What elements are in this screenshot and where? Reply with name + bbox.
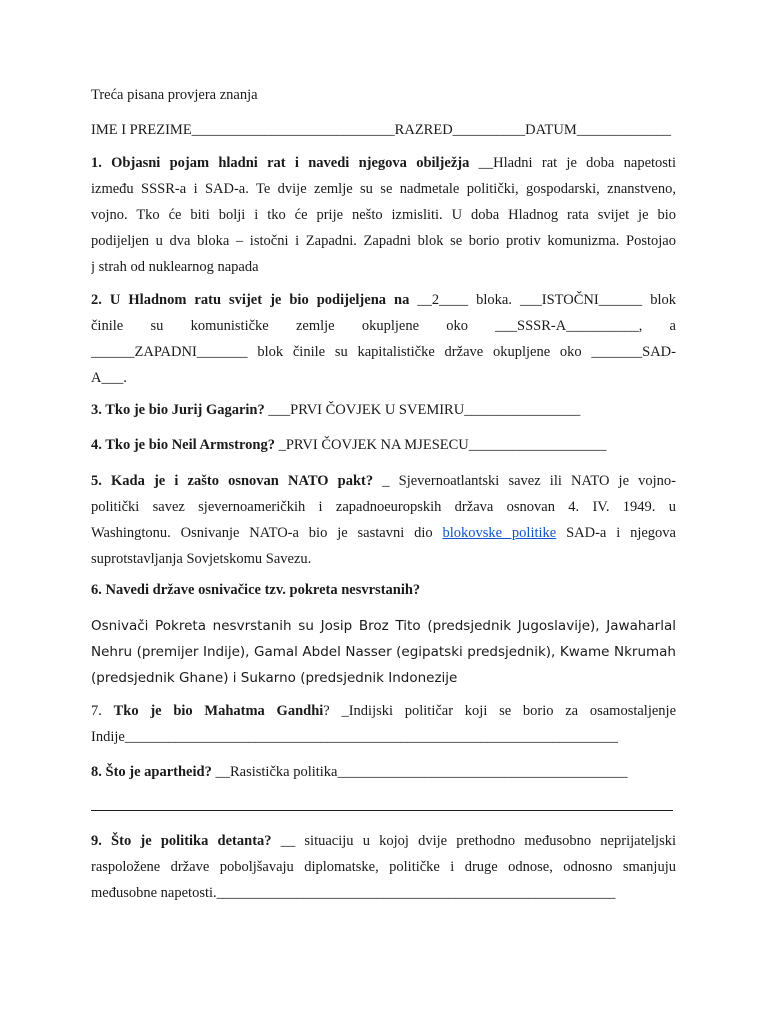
question-5-line-1 (91, 468, 676, 494)
blokovske-politike-link[interactable]: blokovske politike (442, 525, 557, 541)
question-6-text: 6. Navedi države osnivačice tzv. pokreta nesvrstanih? (91, 582, 421, 598)
answer-2-line-2: činile su komunističke zemlje okupljene oko ___SSSR-A__________, a (91, 318, 676, 334)
answer-1-start: __Hladni rat je doba napetosti (469, 155, 676, 171)
answer-5-line-3-pre: Washingtonu. Osnivanje NATO-a bio je sastavni dio (91, 525, 443, 541)
answer-7-line-2: Indije____________________________________________________________________ (91, 729, 618, 745)
answer-9-start: __ situaciju u kojoj dvije prethodno međusobno neprijateljski (271, 833, 676, 849)
answer-6-line-1: Osnivači Pokreta nesvrstanih su Josip Broz Tito (predsjednik Jugoslavije), Jawaharlal (91, 618, 676, 634)
question-8-line (91, 759, 676, 785)
answer-1-line-3: vojno. Tko će biti bolji i tko će prije nešto izmisliti. U doba Hladnog rata svijet je bio (91, 207, 676, 223)
answer-6 (91, 613, 676, 691)
answer-5-line-3 (91, 520, 676, 546)
question-8 (91, 759, 676, 785)
answer-8: __Rasistička politika________________________________________ (211, 764, 628, 780)
question-6 (91, 577, 676, 603)
answer-2-line-4: A___. (91, 370, 127, 386)
question-7-line-1 (91, 698, 676, 724)
question-2-text: 2. U Hladnom ratu svijet je bio podijeljena na (91, 292, 410, 308)
question-9-text: 9. Što je politika detanta? (91, 833, 272, 849)
question-5-text: 5. Kada je i zašto osnovan NATO pakt? (91, 473, 374, 489)
answer-5-line-3-post: SAD-a i njegova (556, 525, 676, 541)
answer-5-start: _ Sjevernoatlantski savez ili NATO je vojno- (373, 473, 676, 489)
question-4 (91, 432, 676, 458)
document-header (91, 82, 676, 108)
answer-8-blank-line[interactable] (91, 810, 673, 811)
answer-1-line-2: između SSSR-a i SAD-a. Te dvije zemlje su se nadmetale politički, gospodarski, znanstveno, (91, 181, 676, 197)
answer-1-line-4: podijeljen u dva bloka – istočni i Zapadni. Zapadni blok se borio protiv komunizma. Postojao (91, 233, 676, 249)
answer-1-line-5: j strah od nuklearnog napada (91, 259, 259, 275)
question-2-line-1 (91, 287, 676, 313)
question-3 (91, 397, 676, 423)
name-class-date-field[interactable]: IME I PREZIME____________________________RAZRED__________DATUM_____________ (91, 122, 671, 138)
question-7 (91, 698, 676, 750)
answer-9-line-3: međusobne napetosti._______________________________________________________ (91, 885, 616, 901)
question-8-text: 8. Što je apartheid? (91, 764, 212, 780)
question-2 (91, 287, 676, 391)
answer-6-line-2: Nehru (premijer Indije), Gamal Abdel Nasser (egipatski predsjednik), Kwame Nkrumah (91, 644, 676, 660)
question-1-text: 1. Objasni pojam hladni rat i navedi njegova obilježja (91, 155, 470, 171)
question-4-text: 4. Tko je bio Neil Armstrong? (91, 437, 275, 453)
answer-6-line-3: (predsjednik Ghane) i Sukarno (predsjednik Indonezije (91, 670, 458, 686)
question-3-text: 3. Tko je bio Jurij Gagarin? (91, 402, 265, 418)
question-5 (91, 468, 676, 572)
page-title: Treća pisana provjera znanja (91, 87, 258, 103)
answer-4: _PRVI ČOVJEK NA MJESECU___________________ (274, 437, 607, 453)
question-3-line (91, 397, 676, 423)
question-4-line (91, 432, 676, 458)
answer-5-line-4: suprotstavljanja Sovjetskomu Savezu. (91, 551, 312, 567)
answer-7-start: ? _Indijski političar koji se borio za osamostaljenje (323, 703, 676, 719)
answer-9-line-2: raspoložene države poboljšavaju diplomatske, političke i druge odnose, odnosno smanjuju (91, 859, 676, 875)
question-9 (91, 828, 676, 906)
question-1 (91, 150, 676, 280)
question-7-text: Tko je bio Mahatma Gandhi (113, 703, 324, 719)
question-6-line (91, 577, 676, 603)
answer-2-start: __2____ bloka. ___ISTOČNI______ blok (409, 292, 676, 308)
question-9-line-1 (91, 828, 676, 854)
question-1-line-1 (91, 150, 676, 176)
question-7-number: 7. (91, 703, 114, 719)
answer-5-line-2: politički savez sjevernoameričkih i zapadnoeuropskih država osnovan 4. IV. 1949. u (91, 499, 676, 515)
answer-2-line-3: ______ZAPADNI_______ blok činile su kapitalističke države okupljene oko _______SAD- (91, 344, 676, 360)
answer-3: ___PRVI ČOVJEK U SVEMIRU________________ (264, 402, 581, 418)
student-info-line (91, 117, 676, 143)
